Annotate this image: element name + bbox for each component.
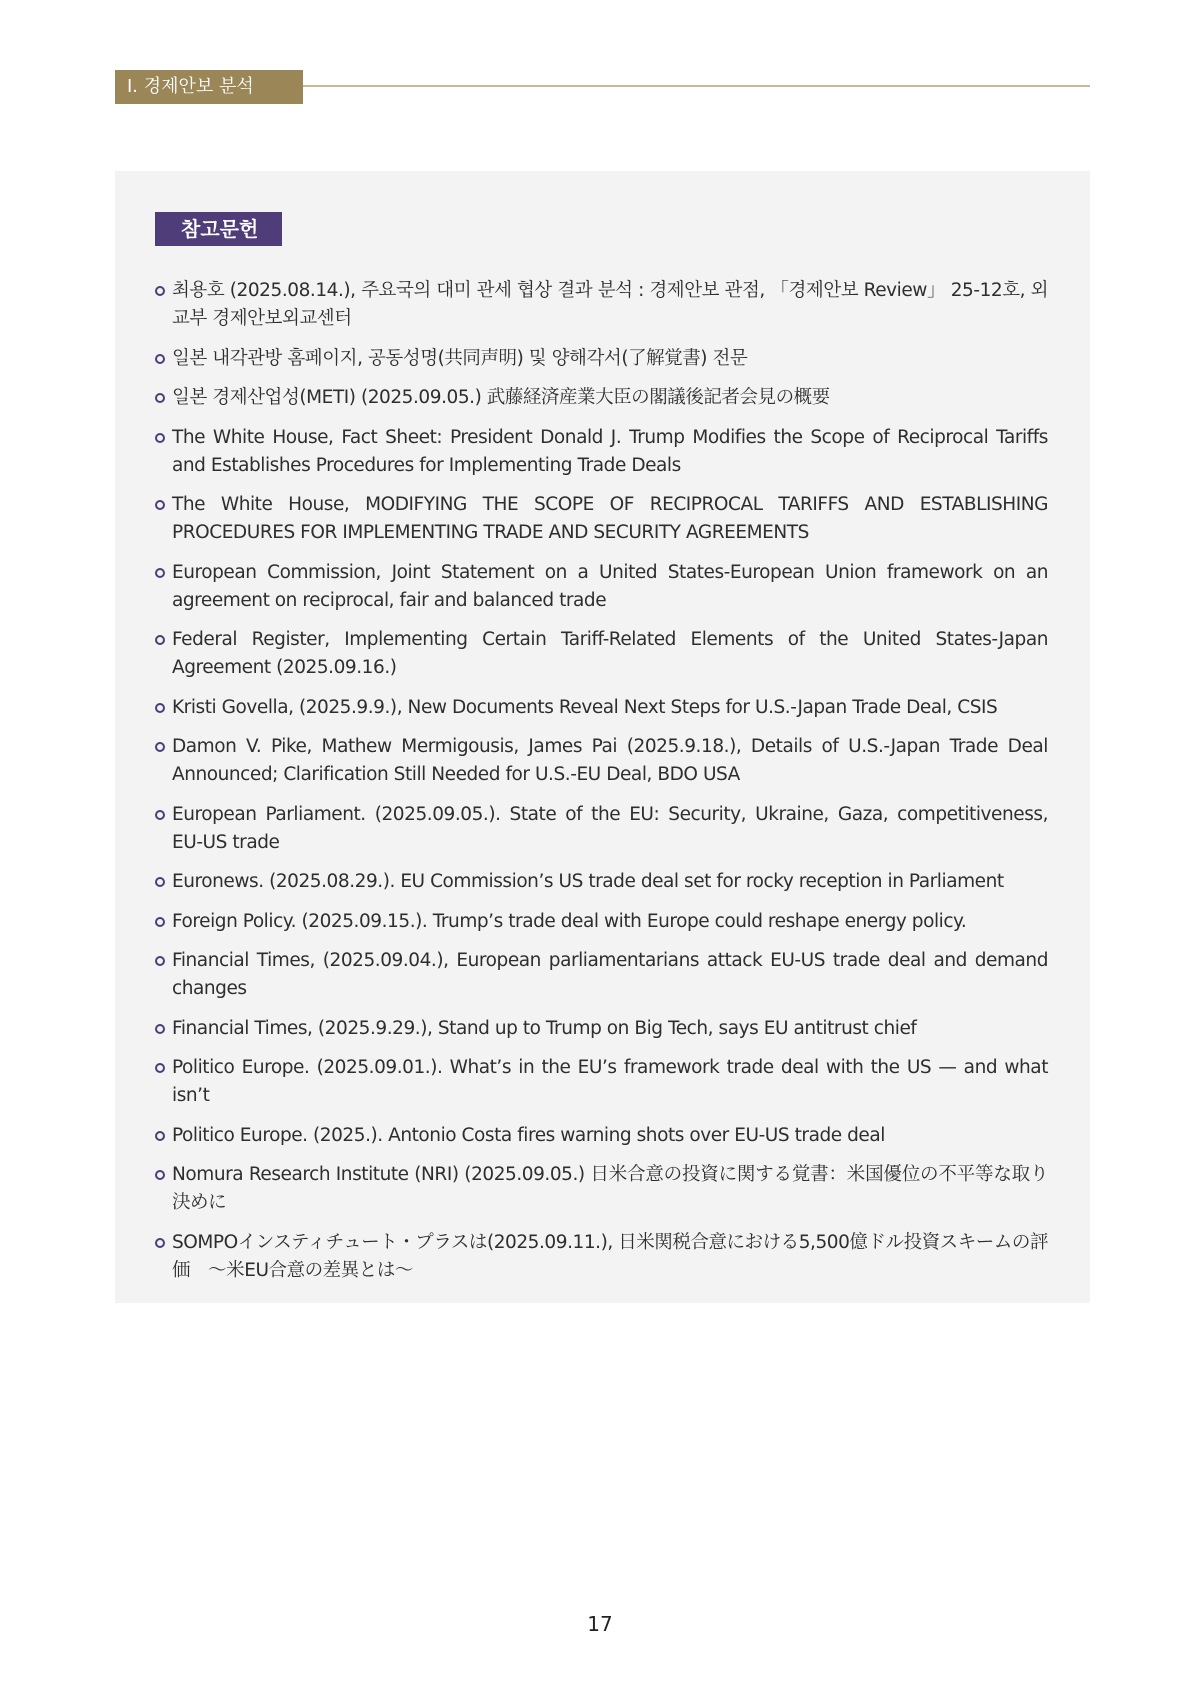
circle-bullet-icon xyxy=(155,568,165,578)
section-label: Ⅰ. 경제안보 분석 xyxy=(115,70,303,104)
circle-bullet-icon xyxy=(155,1024,165,1034)
circle-bullet-icon xyxy=(155,956,165,966)
circle-bullet-icon xyxy=(155,810,165,820)
references-list xyxy=(155,277,1048,1296)
circle-bullet-icon xyxy=(155,877,165,887)
reference-item xyxy=(155,277,1048,333)
reference-text: Politico Europe. (2025.). Antonio Costa fires warning shots over EU-US trade deal xyxy=(172,1124,885,1146)
references-title: 참고문헌 xyxy=(155,212,282,246)
reference-item xyxy=(155,559,1048,615)
reference-text: Euronews. (2025.08.29.). EU Commission’s US trade deal set for rocky reception in Parliament xyxy=(172,871,1004,892)
reference-text: Federal Register, Implementing Certain Tariff-Related Elements of the United States-Japan Agreement (2025.09.16.) xyxy=(172,629,1048,678)
reference-item xyxy=(155,733,1048,789)
circle-bullet-icon xyxy=(155,742,165,752)
reference-item xyxy=(155,424,1048,480)
reference-item xyxy=(155,1015,1048,1043)
circle-bullet-icon xyxy=(155,500,165,510)
circle-bullet-icon xyxy=(155,703,165,713)
circle-bullet-icon xyxy=(155,1238,165,1248)
reference-text: European Parliament. (2025.09.05.). State of the EU: Security, Ukraine, Gaza, competitiveness, EU-US trade xyxy=(172,803,1048,853)
reference-item xyxy=(155,345,1048,373)
circle-bullet-icon xyxy=(155,917,165,927)
circle-bullet-icon xyxy=(155,354,165,364)
reference-item xyxy=(155,1122,1048,1150)
reference-item xyxy=(155,947,1048,1003)
reference-text: Politico Europe. (2025.09.01.). What’s in the EU’s framework trade deal with the US — and what isn’t xyxy=(172,1057,1048,1106)
reference-text: Financial Times, (2025.09.04.), European parliamentarians attack EU-US trade deal and demand changes xyxy=(172,950,1048,999)
reference-text: Damon V. Pike, Mathew Mermigousis, James Pai (2025.9.18.), Details of U.S.-Japan Trade Deal Announced; Clarification Still Needed for U.S.-EU Deal, BDO USA xyxy=(172,736,1048,785)
reference-item xyxy=(155,1161,1048,1217)
circle-bullet-icon xyxy=(155,1131,165,1141)
reference-item xyxy=(155,868,1048,896)
reference-text: The White House, MODIFYING THE SCOPE OF RECIPROCAL TARIFFS AND ESTABLISHING PROCEDURES FOR IMPLEMENTING TRADE AND SECURITY AGREEMENTS xyxy=(172,494,1048,543)
circle-bullet-icon xyxy=(155,1170,165,1180)
reference-item xyxy=(155,801,1048,857)
reference-item xyxy=(155,694,1048,722)
reference-text: Nomura Research Institute (NRI) (2025.09.05.) 日米合意の投資に関する覚書：米国優位の不平等な取り決めに xyxy=(172,1164,1048,1213)
circle-bullet-icon xyxy=(155,1063,165,1073)
reference-text: European Commission, Joint Statement on a United States-European Union framework on an agreement on reciprocal, fair and balanced trade xyxy=(172,561,1048,611)
section-divider xyxy=(303,85,1090,87)
reference-text: 일본 내각관방 홈페이지, 공동성명(共同声明) 및 양해각서(了解覚書) 전문 xyxy=(172,347,748,369)
reference-text: 최용호 (2025.08.14.), 주요국의 대미 관세 협상 결과 분석 : 경제안보 관점, 「경제안보 Review」 25-12호, 외교부 경제안보외교센터 xyxy=(172,280,1048,329)
circle-bullet-icon xyxy=(155,635,165,645)
references-panel xyxy=(115,171,1090,1303)
reference-text: Foreign Policy. (2025.09.15.). Trump’s trade deal with Europe could reshape energy policy. xyxy=(172,910,967,932)
reference-text: 일본 경제산업성(METI) (2025.09.05.) 武藤経済産業大臣の閣議後記者会見の概要 xyxy=(172,387,830,408)
reference-item xyxy=(155,626,1048,682)
reference-item xyxy=(155,908,1048,936)
page-number: 17 xyxy=(587,1612,613,1636)
reference-text: SOMPOインスティチュート・プラスは(2025.09.11.), 日米関税合意における5,500億ドル投資スキームの評価 ～米EU合意の差異とは～ xyxy=(172,1231,1048,1281)
section-header xyxy=(115,70,1090,104)
reference-text: Financial Times, (2025.9.29.), Stand up to Trump on Big Tech, says EU antitrust chief xyxy=(172,1017,917,1039)
reference-item xyxy=(155,1229,1048,1285)
reference-item xyxy=(155,384,1048,412)
circle-bullet-icon xyxy=(155,393,165,403)
reference-text: Kristi Govella, (2025.9.9.), New Documents Reveal Next Steps for U.S.-Japan Trade Deal, CSIS xyxy=(172,696,998,718)
reference-item xyxy=(155,491,1048,547)
reference-text: The White House, Fact Sheet: President Donald J. Trump Modifies the Scope of Reciprocal Tariffs and Establishes Procedures for Implementing Trade Deals xyxy=(172,426,1048,476)
reference-item xyxy=(155,1054,1048,1110)
circle-bullet-icon xyxy=(155,286,165,296)
circle-bullet-icon xyxy=(155,433,165,443)
